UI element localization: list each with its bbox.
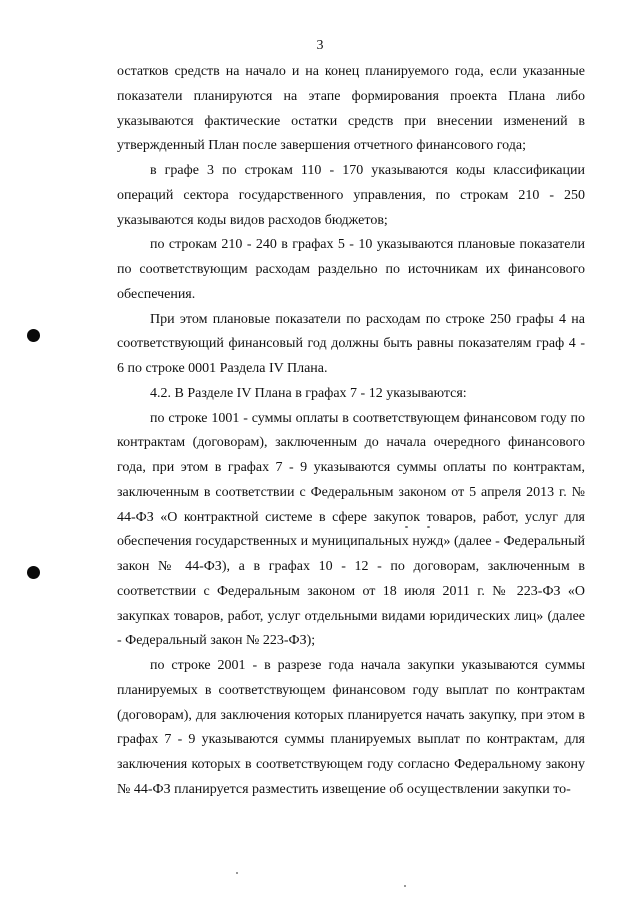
page-number: 3 — [316, 38, 324, 53]
paragraph-row-2001: по строке 2001 - в разрезе года начала закупки указываются суммы планируемых в соответствующем финансовом году выплат по контрактам (договорам), для заключения которых планируется начать закупку, при этом в графах 7 - 9 указываются суммы планируемых выплат по контрактам, для заключения которых в соответствующем году согласно Федеральному закону № 44-ФЗ планируется разместить извещение об осуществлении закупки то- — [117, 658, 585, 797]
scan-speck — [236, 872, 238, 874]
paragraph-opening-continuation: остатков средств на начало и на конец планируемого года, если указанные показатели планируются на этапе формирования проекта Плана либо указываются фактические остатки средств при внесении изменений в утвержденный План после завершения отчетного финансового года; — [117, 64, 585, 154]
paragraph-row-1001: по строке 1001 - суммы оплаты в соответствующем финансовом году по контрактам (договорам), заключенным до начала очередного финансового года, при этом в графах 7 - 9 указываются суммы оплаты по контрактам, заключенным в соответствии с Федеральным законом от 5 апреля 2013 г. № 44-ФЗ «О контрактной системе в сфере закупок товаров, работ, услуг для обеспечения государственных и муниципальных нужд» (далее - Федеральный закон № 44-ФЗ), а в графах 10 - 12 - по договорам, заключенным в соответствии с Федеральным законом от 18 июля 2011 г. № 223-ФЗ «О закупках товаров, работ, услуг отдельными видами юридических лиц» (далее - Федеральный закон № 223-ФЗ); — [117, 410, 585, 649]
paragraph-column-3-codes: в графе 3 по строкам 110 - 170 указываются коды классификации операций сектора государственного управления, по строкам 210 - 250 указываются коды видов расходов бюджетов; — [117, 163, 585, 228]
section-heading-4-2: 4.2. В Разделе IV Плана в графах 7 - 12 указываются: — [150, 385, 467, 401]
punch-hole-lower — [27, 566, 40, 579]
paragraph-rows-210-240: по строкам 210 - 240 в графах 5 - 10 указываются плановые показатели по соответствующим расходам раздельно по источникам их финансового обеспечения. — [117, 237, 585, 302]
punch-hole-upper — [27, 329, 40, 342]
scan-speck — [404, 885, 406, 887]
document-body — [117, 60, 585, 803]
scan-speck — [427, 526, 430, 528]
scan-speck — [405, 526, 408, 528]
paragraph-row-250: При этом плановые показатели по расходам по строке 250 графы 4 на соответствующий финансовый год должны быть равны показателям граф 4 - 6 по строке 0001 Раздела IV Плана. — [117, 311, 585, 376]
